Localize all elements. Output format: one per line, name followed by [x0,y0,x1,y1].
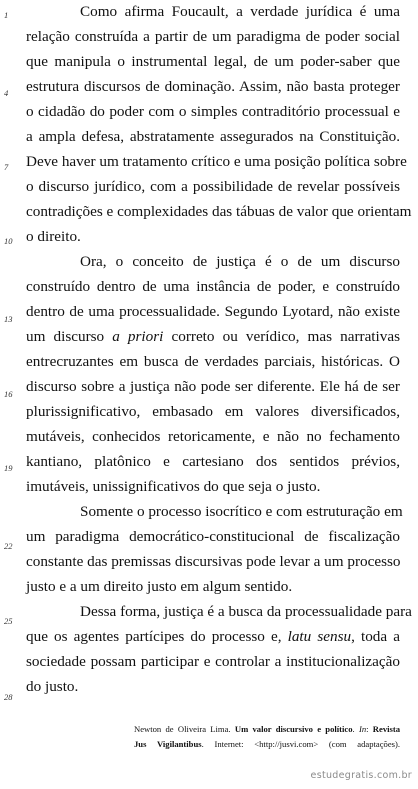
line-number: 13 [4,314,13,324]
text-line: Deve haver um tratamento crítico e uma posição política sobre [26,153,407,170]
credit-journal: Revista [372,724,401,734]
text-line: Somente o processo isocrítico e com estruturação em [80,503,403,520]
text-segment: que os agentes partícipes do processo e, [26,628,288,645]
line-number: 28 [4,692,13,702]
line-number: 10 [4,236,13,246]
line-number: 1 [4,10,9,20]
line-number: 7 [4,162,9,172]
italic-term: a priori [112,328,164,345]
text-line: Ora, o conceito de justiça é o de um discurso [80,253,400,270]
source-credit-line [134,722,400,736]
credit-title: Um valor discursivo e político [234,724,353,734]
text-line: constante das premissas discursivas pode levar a um processo [26,553,401,570]
text-line: discurso sobre a justiça não pode ser diferente. Ele há de ser [26,378,400,395]
credit-separator: : [366,724,373,734]
text-line: relação construída a partir de um paradigma de poder social [26,28,400,45]
text-line: o cidadão do poder com o simples contraditório processual e [26,103,400,120]
text-line: plurissignificativo, embasado em valores diversificados, [26,403,400,420]
text-line: imutáveis, unissignificativos do que seja o justo. [26,478,321,495]
line-number: 19 [4,463,13,473]
text-line: Dessa forma, justiça é a busca da processualidade para [80,603,412,620]
text-line: Como afirma Foucault, a verdade jurídica é uma [80,3,400,20]
credit-journal-name: Jus Vigilantibus [134,739,202,749]
text-line: estrutura discursos de dominação. Assim, não basta proteger [26,78,400,95]
text-line: dentro de uma processualidade. Segundo Lyotard, não existe [26,303,400,320]
text-line: a ampla defesa, abstratamente assegurados na Constituição. [26,128,400,145]
text-line: contradições e complexidades das tábuas de valor que orientam [26,203,412,220]
line-number: 4 [4,88,9,98]
text-line: justo e a um direito justo em algum sentido. [26,578,293,595]
text-line: o discurso jurídico, com a possibilidade de revelar possíveis [26,178,400,195]
credit-separator: . [352,724,359,734]
text-line: entrecruzantes em busca de verdades parciais, históricas. O [26,353,400,370]
text-segment: , toda a [351,628,400,645]
text-line: mutáveis, conhecidos retoricamente, e não no fechamento [26,428,400,445]
line-number: 22 [4,541,13,551]
text-line: do justo. [26,678,79,695]
site-watermark: estudegratis.com.br [310,770,412,781]
text-line: o direito. [26,228,81,245]
text-line [26,628,400,646]
credit-rest: . Internet: <http://jusvi.com> (com adaptações). [201,739,400,749]
line-number: 16 [4,389,13,399]
text-segment: correto ou verídico, mas narrativas [163,328,400,345]
credit-author: Newton de Oliveira Lima. [134,724,235,734]
text-line: sociedade possam participar e controlar a institucionalização [26,653,400,670]
text-line: que manipula o instrumental legal, de um poder-saber que [26,53,400,70]
text-segment: um discurso [26,328,113,345]
italic-term: latu sensu [287,628,352,645]
text-line [26,328,400,346]
text-line: um paradigma democrático-constitucional de fiscalização [26,528,400,545]
credit-in: In [358,724,367,734]
source-credit-line [134,737,400,751]
text-line: construído dentro de uma instância de poder, e construído [26,278,400,295]
text-line: kantiano, platônico e cartesiano dos sentidos prévios, [26,453,400,470]
line-number: 25 [4,616,13,626]
